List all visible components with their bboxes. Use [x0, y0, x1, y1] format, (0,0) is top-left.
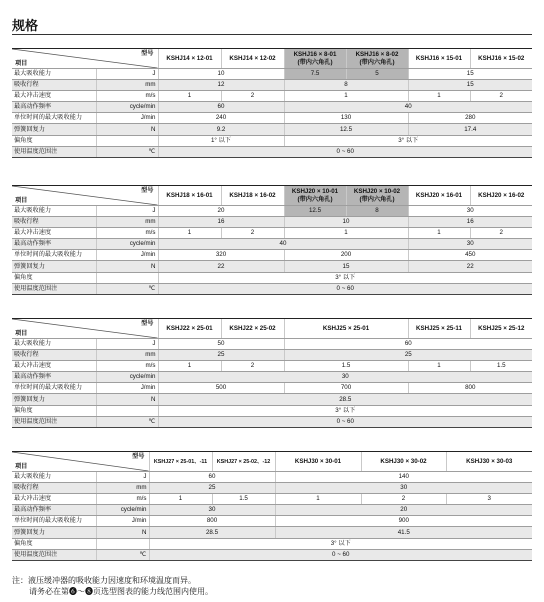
row-unit: ℃ [96, 416, 158, 427]
table-cell: 200 [284, 250, 408, 261]
row-unit: mm [96, 350, 158, 361]
row-energy [12, 472, 532, 483]
row-unit: cycle/min [96, 239, 158, 250]
table-cell: 22 [158, 261, 284, 272]
row-label: 最大冲击速度 [12, 228, 96, 239]
row-freq [12, 102, 532, 113]
row-speed [12, 361, 532, 372]
model-header: KSHJ25 × 25-12 [470, 319, 532, 339]
row-spring [12, 527, 532, 538]
row-label: 吸收行程 [12, 483, 96, 494]
table-cell: 450 [408, 250, 532, 261]
row-angle [12, 538, 532, 549]
table-header-row [12, 319, 532, 339]
model-header: KSHJ25 × 25-11 [408, 319, 470, 339]
row-angle [12, 272, 532, 283]
spec-table-kshj14-16 [12, 48, 532, 158]
table-cell: 130 [284, 113, 408, 124]
corner-item-label: 项目 [15, 330, 28, 337]
table-cell: 20 [158, 206, 284, 217]
table-cell: 20 [275, 505, 532, 516]
table-cell: 10 [158, 69, 284, 80]
row-label: 使用温度范围注 [12, 549, 96, 560]
table-cell: 1 [275, 494, 361, 505]
spec-table-kshj27-30 [12, 451, 532, 561]
row-speed [12, 494, 532, 505]
model-header: KSHJ20 × 16-01 [408, 186, 470, 206]
table-cell: 3 [446, 494, 532, 505]
corner-item-label: 项目 [15, 463, 28, 470]
row-energy-per-time [12, 383, 532, 394]
row-stroke [12, 483, 532, 494]
table-cell: 5 [346, 69, 408, 80]
table-cell: 3° 以下 [158, 272, 532, 283]
row-label: 最大吸收能力 [12, 206, 96, 217]
model-header: KSHJ16 × 15-02 [470, 49, 532, 69]
table-cell: 10 [284, 217, 408, 228]
table-cell: 25 [149, 483, 275, 494]
model-header: KSHJ27 × 25-02、-12 [212, 452, 275, 472]
footnote-line-1: 注：液压缓冲器的吸收能力因速度和环境温度而异。 [12, 576, 196, 585]
table-cell: 1 [158, 228, 221, 239]
row-unit: N [96, 261, 158, 272]
table-cell: 25 [158, 350, 284, 361]
row-label: 最大吸收能力 [12, 472, 96, 483]
row-energy [12, 206, 532, 217]
table-cell: 1 [408, 91, 470, 102]
table-cell: 500 [158, 383, 284, 394]
table-cell: 12 [158, 80, 284, 91]
corner-item-label: 项目 [15, 197, 28, 204]
row-energy [12, 69, 532, 80]
row-speed [12, 228, 532, 239]
header-corner [12, 49, 158, 69]
row-temp [12, 283, 532, 294]
table-cell: 8 [284, 80, 408, 91]
spec-table-kshj18-20 [12, 185, 532, 295]
row-unit: m/s [96, 91, 158, 102]
model-header: KSHJ16 × 8-01 (带内六角孔) [284, 49, 346, 69]
row-label: 偏角度 [12, 272, 96, 283]
model-header: KSHJ18 × 16-02 [221, 186, 284, 206]
table-cell: 22 [408, 261, 532, 272]
table-cell: 2 [221, 91, 284, 102]
row-label: 使用温度范围注 [12, 283, 96, 294]
table-header-row [12, 452, 532, 472]
row-unit: ℃ [96, 549, 149, 560]
row-unit: N [96, 527, 149, 538]
table-cell: 1 [149, 494, 212, 505]
row-label: 单位时间的最大吸收能力 [12, 250, 96, 261]
model-header: KSHJ20 × 10-01 (带内六角孔) [284, 186, 346, 206]
table-cell: 60 [158, 102, 284, 113]
row-label: 最高动作频率 [12, 372, 96, 383]
row-label: 最高动作频率 [12, 239, 96, 250]
row-unit: J [96, 339, 158, 350]
table-cell: 2 [470, 91, 532, 102]
row-label: 偏角度 [12, 538, 96, 549]
model-header: KSHJ22 × 25-01 [158, 319, 221, 339]
table-cell: 1 [284, 91, 408, 102]
header-corner [12, 186, 158, 206]
model-header: KSHJ30 × 30-03 [446, 452, 532, 472]
row-stroke [12, 350, 532, 361]
row-unit: cycle/min [96, 505, 149, 516]
footnote-line-2: 请务必在第❻～❽页选型图表的能力线范围内使用。 [29, 587, 213, 596]
row-label: 弹簧回复力 [12, 124, 96, 135]
row-freq [12, 505, 532, 516]
row-unit: m/s [96, 361, 158, 372]
row-temp [12, 549, 532, 560]
table-cell: 1.5 [470, 361, 532, 372]
row-stroke [12, 217, 532, 228]
model-header: KSHJ16 × 15-01 [408, 49, 470, 69]
row-unit: ℃ [96, 283, 158, 294]
table-cell: 1 [408, 228, 470, 239]
table-cell: 700 [284, 383, 408, 394]
table-cell: 40 [158, 239, 408, 250]
table-cell: 15 [408, 69, 532, 80]
row-energy [12, 339, 532, 350]
row-temp [12, 146, 532, 157]
table-cell: 16 [408, 217, 532, 228]
row-label: 吸收行程 [12, 80, 96, 91]
row-label: 最大冲击速度 [12, 91, 96, 102]
row-unit: J/min [96, 516, 149, 527]
model-header: KSHJ18 × 16-01 [158, 186, 221, 206]
row-label: 最高动作频率 [12, 505, 96, 516]
table-cell: 0 ~ 60 [158, 416, 532, 427]
table-cell: 1 [408, 361, 470, 372]
row-unit: ℃ [96, 146, 158, 157]
table-cell: 0 ~ 60 [158, 146, 532, 157]
row-unit: cycle/min [96, 372, 158, 383]
model-header: KSHJ16 × 8-02 (带内六角孔) [346, 49, 408, 69]
model-header: KSHJ20 × 10-02 (带内六角孔) [346, 186, 408, 206]
corner-model-label: 型号 [141, 187, 154, 194]
table-header-row [12, 49, 532, 69]
model-header: KSHJ25 × 25-01 [284, 319, 408, 339]
row-label: 最大吸收能力 [12, 339, 96, 350]
model-header: KSHJ30 × 30-02 [361, 452, 446, 472]
model-header: KSHJ14 × 12-01 [158, 49, 221, 69]
table-cell: 41.5 [275, 527, 532, 538]
row-angle [12, 405, 532, 416]
header-corner [12, 452, 149, 472]
table-cell: 280 [408, 113, 532, 124]
table-cell: 2 [221, 361, 284, 372]
row-label: 最大冲击速度 [12, 361, 96, 372]
row-unit: J/min [96, 113, 158, 124]
model-header: KSHJ27 × 25-01、-11 [149, 452, 212, 472]
table-cell: 16 [158, 217, 284, 228]
table-cell: 3° 以下 [158, 405, 532, 416]
row-unit: J [96, 206, 158, 217]
row-unit: N [96, 394, 158, 405]
table-cell: 12.5 [284, 124, 408, 135]
table-cell: 0 ~ 60 [149, 549, 532, 560]
table-cell: 1.5 [212, 494, 275, 505]
table-cell: 9.2 [158, 124, 284, 135]
table-cell: 50 [158, 339, 284, 350]
table-cell: 140 [275, 472, 532, 483]
row-temp [12, 416, 532, 427]
table-cell: 240 [158, 113, 284, 124]
row-label: 偏角度 [12, 135, 96, 146]
table-cell: 900 [275, 516, 532, 527]
row-unit: mm [96, 80, 158, 91]
table-cell: 28.5 [158, 394, 532, 405]
row-label: 偏角度 [12, 405, 96, 416]
table-cell: 1.5 [284, 361, 408, 372]
row-spring [12, 394, 532, 405]
row-label: 弹簧回复力 [12, 527, 96, 538]
table-cell: 30 [158, 372, 532, 383]
row-spring [12, 124, 532, 135]
row-label: 最大冲击速度 [12, 494, 96, 505]
row-unit: N [96, 124, 158, 135]
table-cell: 25 [284, 350, 532, 361]
table-cell: 15 [408, 80, 532, 91]
row-label: 弹簧回复力 [12, 261, 96, 272]
table-cell: 28.5 [149, 527, 275, 538]
row-unit: m/s [96, 494, 149, 505]
page-title: 规格 [12, 18, 39, 33]
header-corner [12, 319, 158, 339]
row-energy-per-time [12, 250, 532, 261]
table-cell: 40 [284, 102, 532, 113]
row-speed [12, 91, 532, 102]
table-cell: 8 [346, 206, 408, 217]
table-cell: 60 [149, 472, 275, 483]
spec-table-kshj22-25 [12, 318, 532, 428]
corner-item-label: 项目 [15, 60, 28, 67]
table-cell: 3° 以下 [284, 135, 532, 146]
row-label: 单位时间的最大吸收能力 [12, 113, 96, 124]
row-spring [12, 261, 532, 272]
table-cell: 1 [158, 91, 221, 102]
table-cell: 1 [158, 361, 221, 372]
row-label: 最大吸收能力 [12, 69, 96, 80]
corner-model-label: 型号 [141, 50, 154, 57]
row-label: 吸收行程 [12, 217, 96, 228]
row-label: 单位时间的最大吸收能力 [12, 516, 96, 527]
table-cell: 1 [284, 228, 408, 239]
row-label: 吸收行程 [12, 350, 96, 361]
row-unit: J/min [96, 383, 158, 394]
row-unit: J [96, 472, 149, 483]
table-cell: 2 [221, 228, 284, 239]
table-cell: 12.5 [284, 206, 346, 217]
table-cell: 2 [361, 494, 446, 505]
table-cell: 800 [149, 516, 275, 527]
row-unit: mm [96, 483, 149, 494]
title-rule [12, 34, 532, 35]
row-energy-per-time [12, 516, 532, 527]
corner-model-label: 型号 [132, 453, 145, 460]
row-stroke [12, 80, 532, 91]
row-angle [12, 135, 532, 146]
table-cell: 0 ~ 60 [158, 283, 532, 294]
row-label: 使用温度范围注 [12, 146, 96, 157]
table-cell: 1° 以下 [158, 135, 284, 146]
table-cell: 320 [158, 250, 284, 261]
row-label: 使用温度范围注 [12, 416, 96, 427]
table-cell: 15 [284, 261, 408, 272]
model-header: KSHJ14 × 12-02 [221, 49, 284, 69]
row-unit: cycle/min [96, 102, 158, 113]
table-header-row [12, 186, 532, 206]
table-cell: 3° 以下 [149, 538, 532, 549]
table-cell: 2 [470, 228, 532, 239]
row-label: 最高动作频率 [12, 102, 96, 113]
model-header: KSHJ20 × 16-02 [470, 186, 532, 206]
row-label: 弹簧回复力 [12, 394, 96, 405]
table-cell: 30 [149, 505, 275, 516]
table-cell: 30 [408, 206, 532, 217]
table-cell: 30 [408, 239, 532, 250]
row-freq [12, 239, 532, 250]
table-cell: 800 [408, 383, 532, 394]
table-cell: 17.4 [408, 124, 532, 135]
table-cell: 30 [275, 483, 532, 494]
row-unit: m/s [96, 228, 158, 239]
table-cell: 7.5 [284, 69, 346, 80]
footnotes [12, 575, 213, 597]
model-header: KSHJ22 × 25-02 [221, 319, 284, 339]
row-unit: J [96, 69, 158, 80]
table-cell: 60 [284, 339, 532, 350]
row-label: 单位时间的最大吸收能力 [12, 383, 96, 394]
corner-model-label: 型号 [141, 320, 154, 327]
row-unit: J/min [96, 250, 158, 261]
row-unit: mm [96, 217, 158, 228]
model-header: KSHJ30 × 30-01 [275, 452, 361, 472]
row-energy-per-time [12, 113, 532, 124]
row-freq [12, 372, 532, 383]
